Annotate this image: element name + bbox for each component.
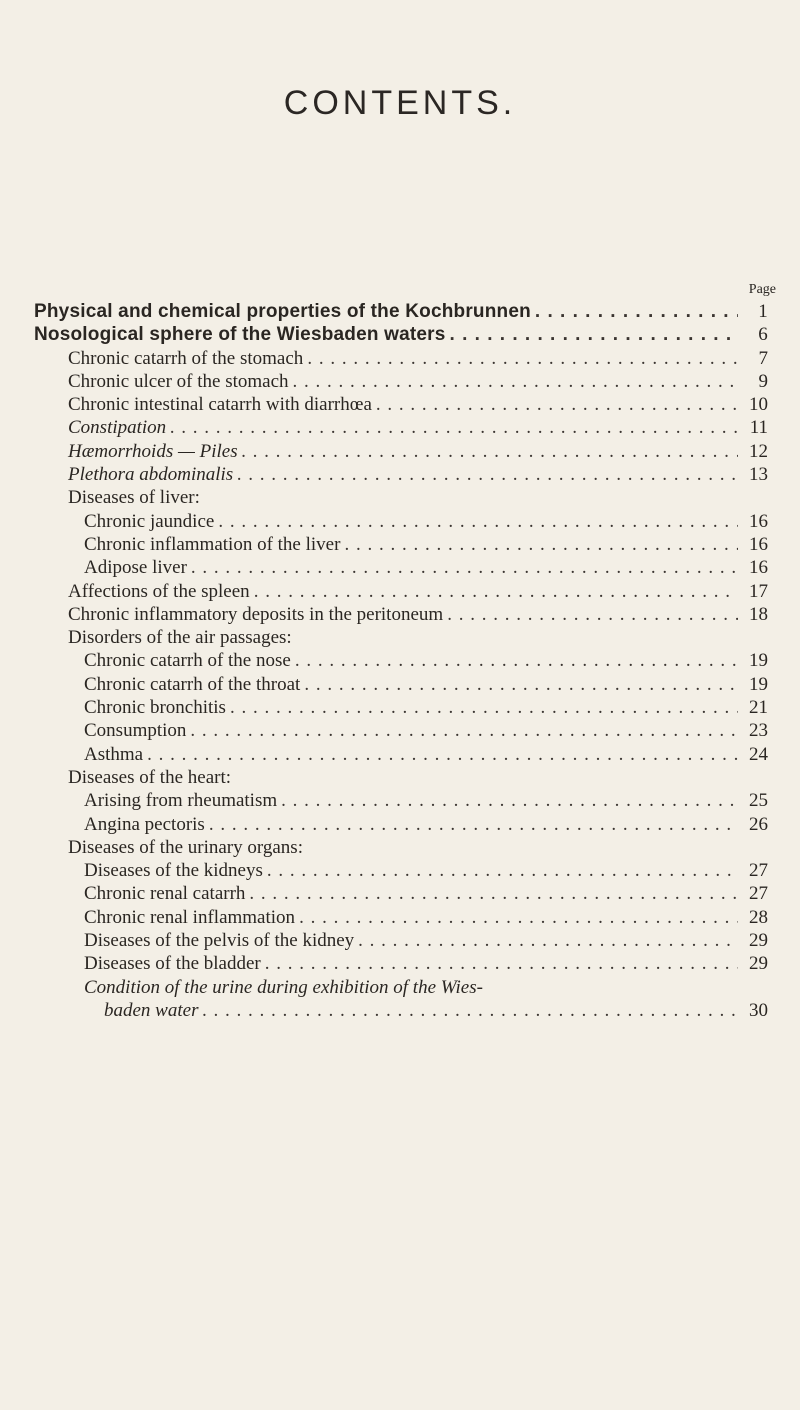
toc-entry-title: Chronic renal inflammation [84,906,296,928]
toc-entry [34,580,768,603]
toc-entry-page: 25 [749,790,768,812]
toc-entry [34,696,768,719]
toc-entry-title: Diseases of the bladder [84,953,261,975]
dot-leader [299,906,738,929]
toc-entry [34,952,768,975]
dot-leader [358,929,738,952]
dot-leader [450,323,738,346]
toc-entry-page: 10 [749,394,768,416]
toc-entry-title: baden water [104,999,199,1021]
toc-entry-page: 7 [758,347,768,369]
toc-entry [34,440,768,463]
toc-entry-page: 29 [749,930,768,952]
dot-leader [237,463,738,486]
toc-entry-page: 18 [749,603,768,625]
toc-entry [34,416,768,439]
dot-leader [202,999,738,1022]
toc-entry-page: 6 [758,324,768,346]
toc-entry-title: Asthma [84,743,144,765]
toc-entry [34,556,768,579]
dot-leader [218,510,738,533]
toc-entry [34,906,768,929]
toc-section-heading [34,766,768,789]
toc-entry-title: Diseases of the kidneys [84,860,263,882]
toc-entry [34,882,768,905]
toc-entry [34,743,768,766]
toc-entry [34,673,768,696]
toc-entry-title: Constipation [68,417,167,439]
toc-entry-page: 1 [758,301,768,322]
toc-entry-page: 28 [749,906,768,928]
toc-entry-title: Diseases of the urinary organs: [68,836,303,858]
dot-leader [230,696,738,719]
dot-leader [147,743,738,766]
page-title: CONTENTS. [283,84,517,122]
table-of-contents [34,300,768,1022]
dot-leader [265,952,738,975]
toc-entry-title: Chronic catarrh of the nose [84,650,291,672]
toc-entry [34,859,768,882]
toc-entry-page: 19 [749,673,768,695]
toc-section-heading [34,486,768,509]
toc-entry-title: Chronic inflammation of the liver [84,533,341,555]
toc-entry [34,393,768,416]
toc-entry-title: Nosological sphere of the Wiesbaden waters [34,324,446,346]
dot-leader [344,533,738,556]
toc-entry-title: Chronic jaundice [84,510,215,532]
toc-entry-page: 16 [749,557,768,579]
toc-entry-page: 23 [749,720,768,742]
toc-entry [34,323,768,346]
toc-entry-title: Condition of the urine during exhibition of the Wies- [84,976,483,998]
dot-leader [249,882,738,905]
dot-leader [295,649,738,672]
dot-leader [190,719,738,742]
toc-entry-page: 12 [749,440,768,462]
toc-entry [34,300,768,323]
dot-leader [242,440,738,463]
toc-entry [34,347,768,370]
toc-entry-page: 11 [749,417,768,439]
toc-entry-page: 17 [749,580,768,602]
dot-leader [281,789,738,812]
dot-leader [254,580,738,603]
toc-entry-page: 26 [749,813,768,835]
toc-entry-title: Affections of the spleen [68,580,250,602]
toc-entry [34,370,768,393]
toc-entry-page: 16 [749,533,768,555]
toc-entry-title: Consumption [84,720,187,742]
toc-entry-page: 16 [749,510,768,532]
toc-entry-page: 21 [749,697,768,719]
dot-leader [170,416,738,439]
toc-entry-title: Chronic catarrh of the throat [84,673,301,695]
toc-entry [34,929,768,952]
toc-entry-page: 27 [749,883,768,905]
toc-entry-page: 24 [749,743,768,765]
toc-entry [34,789,768,812]
toc-entry-title: Chronic intestinal catarrh with diarrhœa [68,394,372,416]
toc-entry-title: Adipose liver [84,557,187,579]
toc-entry-page: 27 [749,860,768,882]
dot-leader [304,673,738,696]
page-column-label: Page [748,282,776,297]
toc-entry-page: 30 [749,999,768,1021]
toc-entry-title: Arising from rheumatism [84,790,278,812]
toc-entry [34,649,768,672]
dot-leader [209,813,738,836]
toc-entry-title: Plethora abdominalis [68,464,234,486]
toc-entry-title: Physical and chemical properties of the Kochbrunnen [34,301,531,322]
toc-entry-page: 19 [749,650,768,672]
dot-leader [376,393,738,416]
toc-entry-page: 29 [749,953,768,975]
toc-entry-title: Diseases of liver: [68,487,200,509]
toc-entry-title: Chronic renal catarrh [84,883,246,905]
dot-leader [535,300,738,323]
toc-entry [34,463,768,486]
toc-entry-page: 13 [749,464,768,486]
dot-leader [307,347,738,370]
toc-entry-title: Angina pectoris [84,813,205,835]
toc-entry-title: Chronic bronchitis [84,697,226,719]
toc-entry-page: 9 [758,370,768,392]
dot-leader [267,859,738,882]
dot-leader [191,556,738,579]
toc-entry-title: Chronic inflammatory deposits in the peritoneum [68,603,444,625]
dot-leader [447,603,738,626]
toc-section-heading [34,626,768,649]
toc-entry [34,719,768,742]
toc-entry [34,976,768,999]
toc-entry-title: Disorders of the air passages: [68,627,292,649]
toc-entry-title: Diseases of the heart: [68,766,232,788]
toc-entry [34,533,768,556]
toc-section-heading [34,836,768,859]
dot-leader [293,370,738,393]
toc-entry-title: Chronic catarrh of the stomach [68,347,304,369]
toc-entry [34,813,768,836]
toc-entry [34,510,768,533]
toc-entry-continuation [34,999,768,1022]
toc-entry-title: Diseases of the pelvis of the kidney [84,930,355,952]
toc-entry-title: Hæmorrhoids — Piles [68,440,238,462]
toc-entry-title: Chronic ulcer of the stomach [68,370,289,392]
toc-entry [34,603,768,626]
